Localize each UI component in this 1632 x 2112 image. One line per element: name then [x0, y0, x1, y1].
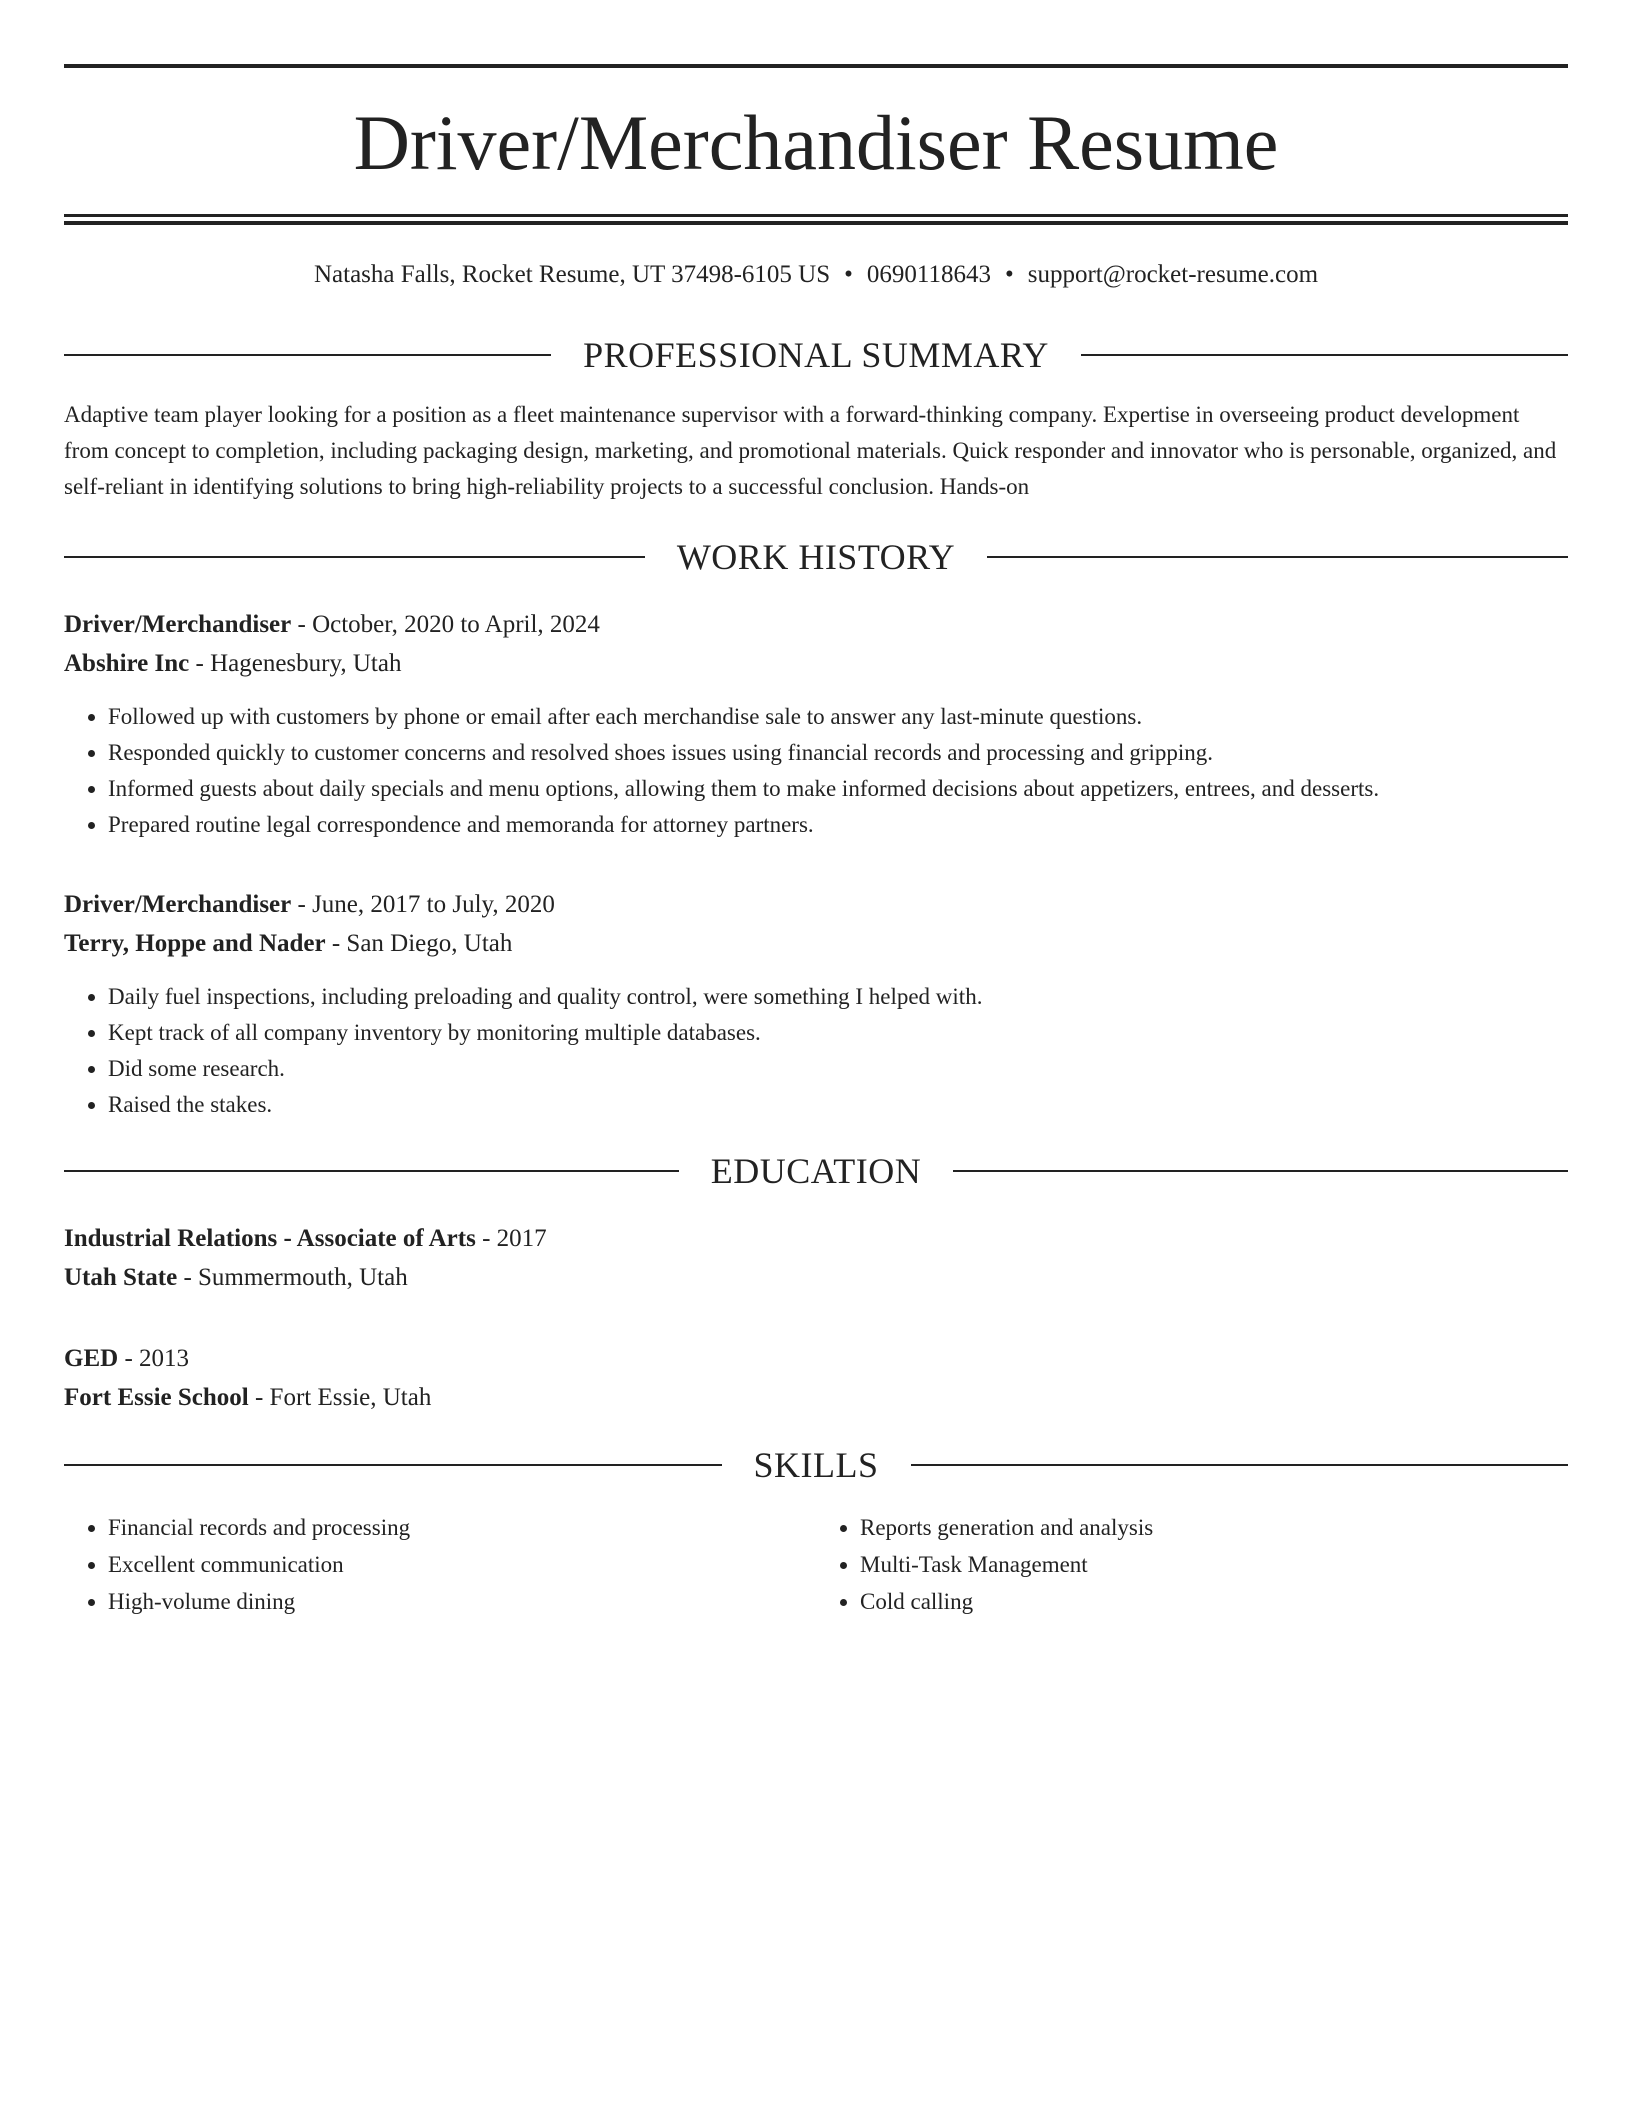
contact-email: support@rocket-resume.com	[1027, 261, 1319, 288]
section-header-summary	[64, 337, 1568, 373]
summary-text: Adaptive team player looking for a position as a fleet maintenance supervisor with a forward-thinking company. Expertise in overseeing product development from concept to completion, including packaging design, marketing, and promotional materials. Quick responder and innovator who is personable, organized, and self-reliant in identifying solutions to bring high-reliability projects to a successful conclusion. Hands-on	[64, 402, 1557, 499]
skill-item: • Excellent communication	[108, 1546, 816, 1583]
job-location: - Hagenesbury, Utah	[189, 650, 402, 677]
skill-item: • High-volume dining	[108, 1583, 816, 1620]
contact-address: Natasha Falls, Rocket Resume, UT 37498-6105 US	[313, 261, 831, 288]
job-bullet: • Responded quickly to customer concerns and resolved shoes issues using financial records and processing and gripping.	[108, 735, 1568, 771]
job-title-line	[64, 605, 1568, 644]
divider-line	[64, 1170, 679, 1172]
section-title-work: WORK HISTORY	[676, 537, 956, 577]
education-degree: GED	[64, 1345, 119, 1372]
job-bullets	[64, 979, 1568, 1123]
divider-line	[64, 1464, 722, 1466]
skills-list	[64, 1509, 1568, 1620]
job-title-line	[64, 885, 1568, 924]
job-bullets	[64, 699, 1568, 843]
job-company: Terry, Hoppe and Nader	[64, 930, 326, 957]
job-dates: - June, 2017 to July, 2020	[291, 891, 555, 918]
education-degree-line	[64, 1219, 1568, 1258]
skills-column-left	[64, 1509, 816, 1620]
job-company-line	[64, 924, 1568, 963]
job-company: Abshire Inc	[64, 650, 190, 677]
job-bullet: • Informed guests about daily specials and menu options, allowing them to make informed decisions about appetizers, entrees, and desserts.	[108, 771, 1568, 807]
education-school-line	[64, 1378, 1568, 1417]
education-entry	[64, 1339, 1568, 1417]
education-location: - Fort Essie, Utah	[248, 1384, 432, 1411]
job-title: Driver/Merchandiser	[64, 611, 292, 638]
education-entry	[64, 1219, 1568, 1297]
job-bullet: • Kept track of all company inventory by monitoring multiple databases.	[108, 1015, 1568, 1051]
education-school: Fort Essie School	[64, 1384, 249, 1411]
skill-item: • Financial records and processing	[108, 1509, 816, 1546]
contact-separator: •	[844, 261, 853, 288]
page-title: Driver/Merchandiser Resume	[353, 99, 1279, 186]
contact-separator: •	[1004, 261, 1014, 288]
job-title: Driver/Merchandiser	[64, 891, 292, 918]
job-company-line	[64, 644, 1568, 683]
divider-line	[1081, 354, 1568, 356]
education-year: - 2017	[475, 1225, 547, 1252]
job-entry	[64, 885, 1568, 1123]
education-degree: Industrial Relations - Associate of Arts	[64, 1225, 476, 1252]
job-bullet: • Raised the stakes.	[108, 1087, 1568, 1123]
skill-item: • Cold calling	[860, 1583, 1568, 1620]
education-school: Utah State	[64, 1264, 178, 1291]
section-header-work	[64, 539, 1568, 575]
skill-item: • Reports generation and analysis	[860, 1509, 1568, 1546]
education-year: - 2013	[118, 1345, 190, 1372]
section-header-skills	[64, 1447, 1568, 1483]
education-location: - Summermouth, Utah	[177, 1264, 408, 1291]
divider-line	[64, 354, 551, 356]
job-location: - San Diego, Utah	[325, 930, 513, 957]
section-title-education: EDUCATION	[710, 1151, 922, 1191]
divider-line	[987, 556, 1568, 558]
job-bullet: • Prepared routine legal correspondence and memoranda for attorney partners.	[108, 807, 1568, 843]
contact-line	[64, 261, 1568, 289]
job-bullet: • Followed up with customers by phone or email after each merchandise sale to answer any last-minute questions.	[108, 699, 1568, 735]
divider-line	[953, 1170, 1568, 1172]
section-title-skills: SKILLS	[753, 1445, 879, 1485]
skills-column-right	[816, 1509, 1568, 1620]
job-dates: - October, 2020 to April, 2024	[291, 611, 600, 638]
section-title-summary: PROFESSIONAL SUMMARY	[583, 335, 1049, 375]
job-bullet: • Daily fuel inspections, including preloading and quality control, were something I helped with.	[108, 979, 1568, 1015]
education-school-line	[64, 1258, 1568, 1297]
divider-line	[911, 1464, 1569, 1466]
contact-phone: 0690118643	[866, 261, 991, 288]
top-rule	[64, 64, 1568, 68]
title-double-rule	[64, 214, 1568, 225]
education-degree-line	[64, 1339, 1568, 1378]
job-entry	[64, 605, 1568, 843]
divider-line	[64, 556, 645, 558]
job-bullet: • Did some research.	[108, 1051, 1568, 1087]
skill-item: • Multi-Task Management	[860, 1546, 1568, 1583]
section-header-education	[64, 1153, 1568, 1189]
